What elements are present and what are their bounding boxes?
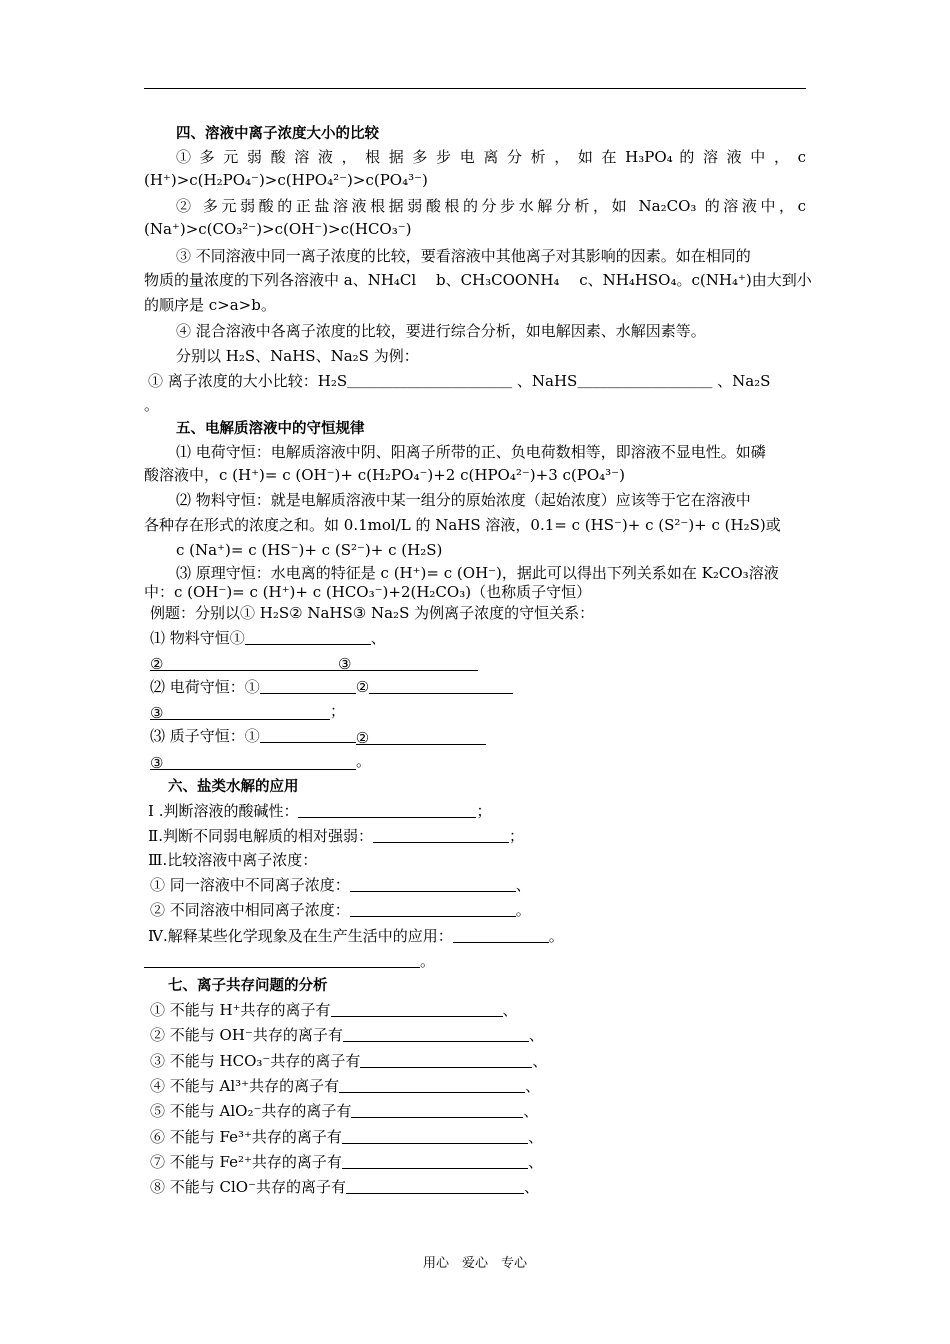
s7-item-comma: 、 xyxy=(527,1127,543,1146)
s7-item xyxy=(150,1101,812,1121)
s6-i2-label: Ⅱ.判断不同弱电解质的相对强弱： xyxy=(148,827,373,845)
q3-row2 xyxy=(150,751,812,771)
s6-i4-label: Ⅳ.解释某些化学现象及在生产生活中的应用： xyxy=(148,927,453,945)
section7-title: 七、离子共存问题的分析 xyxy=(168,978,328,994)
s6-i3b-label: ② 不同溶液中相同离子浓度： xyxy=(150,901,350,919)
s4-p3b: 物质的量浓度的下列各溶液中 a、NH₄Cl b、CH₃COONH₄ c、NH₄HSO₄。c(NH₄⁺)由大到小 xyxy=(144,271,812,289)
s7-item-comma: 、 xyxy=(527,1152,543,1171)
q2-blank-3[interactable] xyxy=(150,703,330,720)
q2-row2 xyxy=(150,701,812,721)
s4-p1a: ① 多 元 弱 酸 溶 液 ， 根 据 多 步 电 离 分 析 ， 如 在 H₃PO₄ 的 溶 液 中 ， c xyxy=(176,148,806,166)
s5-p2c: c (Na⁺)= c (HS⁻)+ c (S²⁻)+ c (H₂S) xyxy=(176,541,443,559)
q3-period: 。 xyxy=(356,752,372,770)
q2-row xyxy=(150,677,812,697)
s7-item xyxy=(150,1177,812,1197)
header-rule xyxy=(144,88,806,89)
s6-i4-cont xyxy=(144,951,806,971)
q3-circle-2: ② xyxy=(355,729,370,747)
s5-p3b: 中：c (OH⁻)= c (H⁺)+ c (HCO₃⁻)+2(H₂CO₃)（也称质子守恒） xyxy=(144,583,592,601)
s6-i3a xyxy=(150,875,812,895)
s6-i1 xyxy=(148,801,810,821)
s7-item-label: ① 不能与 H⁺共存的离子有 xyxy=(150,1001,331,1019)
q2-semi: ； xyxy=(330,702,346,720)
page-footer: 用心 爱心 专心 xyxy=(422,1256,527,1271)
s7-item xyxy=(150,1152,812,1172)
s6-i1-label: Ⅰ .判断溶液的酸碱性： xyxy=(148,802,299,820)
s5-p1a: ⑴ 电荷守恒：电解质溶液中阴、阳离子所带的正、负电荷数相等，即溶液不显电性。如磷 xyxy=(176,443,766,461)
q2-blank-2[interactable] xyxy=(369,678,513,694)
s7-item-blank[interactable] xyxy=(342,1153,528,1169)
q1-blank-2-3[interactable] xyxy=(150,654,478,671)
s6-i2-semi: ； xyxy=(508,827,524,845)
s4-p6-end: 。 xyxy=(144,396,160,414)
s4-p3c: 的顺序是 c>a>b。 xyxy=(144,296,276,314)
s7-item-blank[interactable] xyxy=(331,1001,503,1017)
s7-item xyxy=(150,1127,812,1147)
s7-item-blank[interactable] xyxy=(351,1102,523,1118)
s7-item xyxy=(150,1025,812,1045)
q3-blank-1[interactable] xyxy=(260,727,356,743)
s7-item-label: ② 不能与 OH⁻共存的离子有 xyxy=(150,1026,343,1045)
s7-item-blank[interactable] xyxy=(343,1026,529,1042)
s6-i1-semi: ； xyxy=(476,802,492,820)
s4-p3a: ③ 不同溶液中同一离子浓度的比较，要看溶液中其他离子对其影响的因素。如在相同的 xyxy=(176,247,751,265)
s5-p2a: ⑵ 物料守恒：就是电解质溶液中某一组分的原始浓度（起始浓度）应该等于它在溶液中 xyxy=(176,491,751,509)
s4-p2b: (Na⁺)>c(CO₃²⁻)>c(OH⁻)>c(HCO₃⁻) xyxy=(144,220,412,238)
s7-item xyxy=(150,1000,812,1020)
s4-p4: ④ 混合溶液中各离子浓度的比较，要进行综合分析，如电解因素、水解因素等。 xyxy=(176,322,706,340)
s7-item-comma: 、 xyxy=(525,1076,541,1095)
q3-label: ⑶ 质子守恒：① xyxy=(150,727,260,745)
s7-item-blank[interactable] xyxy=(360,1052,532,1068)
s7-item-label: ⑦ 不能与 Fe²⁺共存的离子有 xyxy=(150,1152,342,1171)
section6-title: 六、盐类水解的应用 xyxy=(168,779,299,795)
s6-i3: Ⅲ.比较溶液中离子浓度： xyxy=(148,851,318,869)
s5-p1b: 酸溶液中，c (H⁺)= c (OH⁻)+ c(H₂PO₄⁻)+2 c(HPO₄²⁻)+3 c(PO₄³⁻) xyxy=(144,466,625,484)
q3-circle-3: ③ xyxy=(150,754,164,772)
q2-circle-2: ② xyxy=(355,678,370,696)
s5-p3a: ⑶ 原理守恒：水电离的特征是 c (H⁺)= c (OH⁻)，据此可以得出下列关系如在 K₂CO₃溶液 xyxy=(176,564,779,582)
s6-i3b-blank[interactable] xyxy=(350,901,516,917)
s6-i2 xyxy=(148,826,810,846)
s7-item-comma: 、 xyxy=(524,1178,540,1197)
q1-sep: 、 xyxy=(370,629,386,647)
q1-label: ⑴ 物料守恒① xyxy=(150,629,245,647)
s7-item xyxy=(150,1051,812,1071)
q3-row xyxy=(150,726,812,746)
s7-item-label: ⑧ 不能与 ClO⁻共存的离子有 xyxy=(150,1178,347,1197)
s7-item-label: ④ 不能与 Al³⁺共存的离子有 xyxy=(150,1076,340,1095)
s4-p6: ① 离子浓度的大小比较：H₂S＿＿＿＿＿＿＿＿＿＿＿ 、NaHS＿＿＿＿＿＿＿＿＿ 、Na₂S xyxy=(148,372,771,390)
q2-label: ⑵ 电荷守恒：① xyxy=(150,678,260,696)
s6-i4-period: 。 xyxy=(548,927,564,945)
s7-item-blank[interactable] xyxy=(346,1178,524,1194)
q3-blank-3[interactable] xyxy=(150,753,356,770)
s7-item-comma: 、 xyxy=(502,1001,518,1019)
s7-item-label: ⑤ 不能与 AlO₂⁻共存的离子有 xyxy=(150,1102,352,1121)
s6-i3b xyxy=(150,900,812,920)
q3-blank-2[interactable] xyxy=(356,728,486,745)
s5-example: 例题：分别以① H₂S② NaHS③ Na₂S 为例离子浓度的守恒关系： xyxy=(150,604,595,622)
q1-row2 xyxy=(150,652,812,672)
q2-blank-1[interactable] xyxy=(260,678,356,694)
section5-title: 五、电解质溶液中的守恒规律 xyxy=(176,421,365,437)
s7-item-blank[interactable] xyxy=(339,1077,525,1093)
s7-item-label: ⑥ 不能与 Fe³⁺共存的离子有 xyxy=(150,1127,342,1146)
s6-i2-blank[interactable] xyxy=(373,827,509,843)
s4-p2a: ② 多元弱酸的正盐溶液根据弱酸根的分步水解分析，如 Na₂CO₃ 的溶液中，c xyxy=(176,197,806,215)
q1-circle-3: ③ xyxy=(338,655,352,673)
s7-item xyxy=(150,1076,812,1096)
s6-i4-period-2: 。 xyxy=(420,952,436,970)
q1-blank-1[interactable] xyxy=(245,629,371,645)
s6-i3a-label: ① 同一溶液中不同离子浓度： xyxy=(150,876,350,894)
s7-item-label: ③ 不能与 HCO₃⁻共存的离子有 xyxy=(150,1051,361,1070)
s5-p2b: 各种存在形式的浓度之和。如 0.1mol/L 的 NaHS 溶液，0.1= c (HS⁻)+ c (S²⁻)+ c (H₂S)或 xyxy=(144,516,781,534)
s4-p5: 分别以 H₂S、NaHS、Na₂S 为例： xyxy=(176,347,419,365)
s6-i4-blank[interactable] xyxy=(453,927,549,943)
s7-item-comma: 、 xyxy=(528,1026,544,1045)
s6-i3a-comma: 、 xyxy=(515,876,531,894)
s7-item-blank[interactable] xyxy=(342,1128,528,1144)
s7-item-comma: 、 xyxy=(532,1051,548,1070)
s6-i3b-period: 。 xyxy=(515,901,531,919)
s6-i4-blank-2[interactable] xyxy=(144,952,420,968)
section4-title: 四、溶液中离子浓度大小的比较 xyxy=(176,126,379,142)
s4-p1b: (H⁺)>c(H₂PO₄⁻)>c(HPO₄²⁻)>c(PO₄³⁻) xyxy=(144,171,428,189)
s6-i1-blank[interactable] xyxy=(298,802,476,818)
q2-circle-3: ③ xyxy=(150,704,164,722)
q1-circle-2: ② xyxy=(150,655,164,673)
q1-row xyxy=(150,628,812,648)
s7-item-comma: 、 xyxy=(523,1102,539,1121)
s6-i4 xyxy=(148,926,810,946)
s6-i3a-blank[interactable] xyxy=(350,876,516,892)
